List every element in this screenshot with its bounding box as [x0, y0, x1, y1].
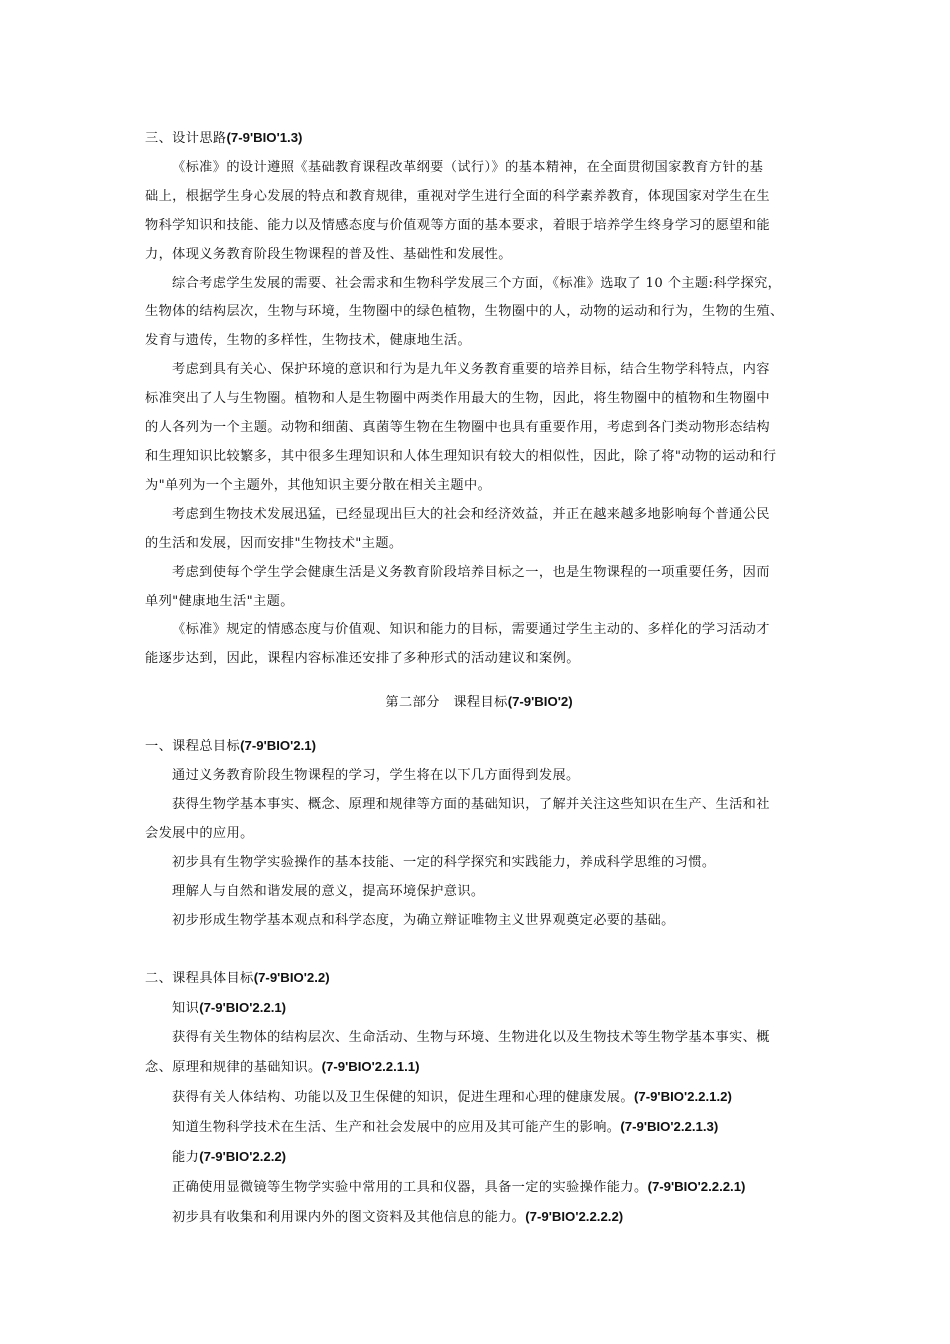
- paragraph-activities: [145, 616, 813, 674]
- subheading-text: 知识: [172, 1001, 200, 1017]
- text-line: [145, 1203, 813, 1233]
- text-line: 会发展中的应用。: [145, 825, 254, 841]
- text-line: 和生理知识比较繁多，其中很多生理知识和人体生理知识有较大的相似性，因此，除了将"动物的运动和行: [145, 448, 777, 464]
- document-page: [145, 124, 813, 1233]
- text-line: 考虑到具有关心、保护环境的意识和行为是九年义务教育重要的培养目标，结合生物学科特点，内容: [172, 362, 770, 378]
- subheading-code: (7-9'BIO'2.2.2): [199, 1148, 287, 1164]
- text-line: 通过义务教育阶段生物课程的学习，学生将在以下几方面得到发展。: [172, 768, 580, 784]
- text-line: 力，体现义务教育阶段生物课程的普及性、基础性和发展性。: [145, 246, 512, 262]
- paragraph-human-biosphere: [145, 356, 813, 501]
- subheading-knowledge: [145, 994, 813, 1024]
- line-text: 获得有关人体结构、功能以及卫生保健的知识，促进生理和心理的健康发展。: [172, 1090, 634, 1106]
- text-line: [145, 1113, 813, 1143]
- line-text: 正确使用显微镜等生物学实验中常用的工具和仪器，具备一定的实验操作能力。: [172, 1179, 648, 1195]
- item-code: (7-9'BIO'2.2.2.1): [647, 1178, 746, 1194]
- subheading-code: (7-9'BIO'2.2.1): [199, 1000, 287, 1016]
- text-line: [145, 1083, 813, 1113]
- heading-text: 一、课程总目标: [145, 739, 241, 755]
- text-line: 获得生物学基本事实、概念、原理和规律等方面的基础知识，了解并关注这些知识在生产、生活和社: [172, 796, 770, 812]
- text-line: 标准突出了人与生物圈。植物和人是生物圈中两类作用最大的生物，因此，将生物圈中的植物和生物圈中: [145, 391, 771, 407]
- text-line: 物科学知识和技能、能力以及情感态度与价值观等方面的基本要求，着眼于培养学生终身学习的愿望和能: [145, 217, 771, 233]
- item-code: (7-9'BIO'2.2.1.3): [620, 1119, 719, 1134]
- item-code: (7-9'BIO'2.2.1.2): [633, 1089, 732, 1105]
- line-text: 念、原理和规律的基础知识。: [145, 1060, 322, 1076]
- part-title-text: 第二部分 课程目标: [385, 695, 508, 711]
- heading-code: (7-9'BIO'2.1): [240, 738, 317, 754]
- spacer: [145, 674, 813, 688]
- spacer: [145, 935, 813, 964]
- heading-code: (7-9'BIO'1.3): [226, 130, 303, 145]
- text-line: 的生活和发展，因而安排"生物技术"主题。: [145, 535, 403, 551]
- spacer: [145, 718, 813, 732]
- paragraph-healthy-living: [145, 559, 813, 617]
- part-title: [145, 688, 813, 718]
- heading-text: 二、课程具体目标: [145, 971, 254, 987]
- text-line: 单列"健康地生活"主题。: [145, 593, 294, 609]
- text-line: 获得有关生物体的结构层次、生命活动、生物与环境、生物进化以及生物技术等生物学基本事实、概: [172, 1030, 770, 1046]
- text-line: [145, 1053, 813, 1083]
- part-title-code: (7-9'BIO'2): [507, 694, 573, 710]
- text-line: 为"单列为一个主题外，其他知识主要分散在相关主题中。: [145, 477, 492, 493]
- section-heading-design-ideas: [145, 124, 813, 154]
- section-heading-overall-goal: [145, 732, 813, 762]
- text-line: 初步形成生物学基本观点和科学态度，为确立辩证唯物主义世界观奠定必要的基础。: [172, 912, 675, 928]
- text-line: 生物体的结构层次，生物与环境，生物圈中的绿色植物，生物圈中的人，动物的运动和行为，生物的生殖、: [145, 304, 784, 320]
- text-line: 发育与遗传，生物的多样性，生物技术，健康地生活。: [145, 333, 472, 349]
- heading-code: (7-9'BIO'2.2): [253, 970, 330, 986]
- text-line: 综合考虑学生发展的需要、社会需求和生物科学发展三个方面，《标准》选取了 10 个主题:科学探究，: [172, 275, 782, 291]
- item-code: (7-9'BIO'2.2.2.2): [525, 1208, 624, 1224]
- text-line: 考虑到生物技术发展迅猛，已经显现出巨大的社会和经济效益，并正在越来越多地影响每个普通公民: [172, 506, 770, 522]
- text-line: 理解人与自然和谐发展的意义，提高环境保护意识。: [172, 883, 485, 899]
- line-text: 初步具有收集和利用课内外的图文资料及其他信息的能力。: [172, 1209, 526, 1225]
- text-line: 《标准》规定的情感态度与价值观、知识和能力的目标，需要通过学生主动的、多样化的学习活动才: [172, 622, 770, 638]
- paragraph-ten-themes: [145, 270, 813, 357]
- text-line: 础上，根据学生身心发展的特点和教育规律，重视对学生进行全面的科学素养教育，体现国家对学生在生: [145, 188, 771, 204]
- subheading-ability: [145, 1143, 813, 1173]
- text-line: 考虑到使每个学生学会健康生活是义务教育阶段培养目标之一，也是生物课程的一项重要任务，因而: [172, 564, 770, 580]
- subheading-text: 能力: [172, 1149, 200, 1165]
- section-heading-specific-goals: [145, 964, 813, 994]
- item-code: (7-9'BIO'2.2.1.1): [321, 1059, 420, 1075]
- paragraph-design-basis: [145, 154, 813, 270]
- text-line: 的人各列为一个主题。动物和细菌、真菌等生物在生物圈中也具有重要作用，考虑到各门类动物形态结构: [145, 420, 771, 436]
- text-line: 《标准》的设计遵照《基础教育课程改革纲要（试行）》的基本精神，在全面贯彻国家教育方针的基: [172, 159, 764, 175]
- paragraph-biotechnology: [145, 501, 813, 559]
- text-line: 能逐步达到，因此，课程内容标准还安排了多种形式的活动建议和案例。: [145, 651, 580, 667]
- text-line: [145, 1173, 813, 1203]
- line-text: 知道生物科学技术在生活、生产和社会发展中的应用及其可能产生的影响。: [172, 1120, 621, 1135]
- heading-text: 三、设计思路: [145, 131, 227, 146]
- text-line: 初步具有生物学实验操作的基本技能、一定的科学探究和实践能力，养成科学思维的习惯。: [172, 854, 716, 870]
